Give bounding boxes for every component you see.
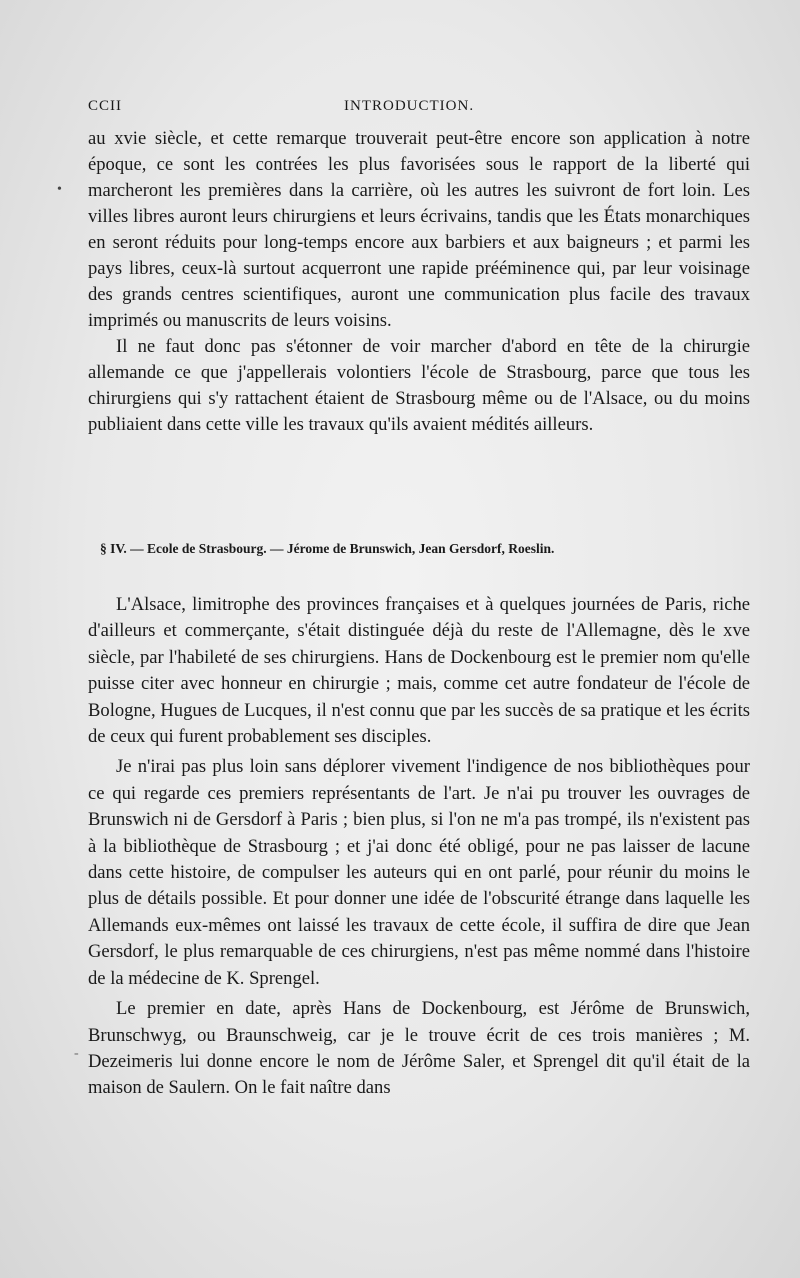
- paragraph: au xvie siècle, et cette remarque trouverait peut-être encore son application à notre époque, ce sont les contrées les plus favorisées sous le rapport de la liberté qui marcheront les premières dans la carrière, où les autres les suivront de fort loin. Les villes libres auront leurs chirurgiens et leurs écrivains, tandis que les États monarchiques en seront réduits pour long-temps encore aux barbiers et aux baigneurs ; et parmi les pays libres, ceux-là surtout acquerront une rapide prééminence qui, par leur voisinage des grands centres scientifiques, auront une communication plus facile des travaux imprimés ou manuscrits de leurs voisins.: [88, 128, 750, 331]
- margin-dash: -: [74, 1046, 79, 1061]
- page-number: CCII: [88, 98, 122, 114]
- paragraph: Je n'irai pas plus loin sans déplorer vivement l'indigence de nos bibliothèques pour ce qui regarde ces premiers représentants de l'art. Je n'ai pu trouver les ouvrages de Brunswich ni de Gersdorf à Paris ; bien plus, si l'on ne m'a pas trompé, ils n'existent pas à la bibliothèque de Strasbourg ; et j'ai donc été obligé, pour ne pas laisser de lacune dans cette histoire, de compulser les auteurs qui en ont parlé, pour réunir du moins le plus de détails possible. Et pour donner une idée de l'obscurité étrange dans laquelle les Allemands eux-mêmes ont laissé les travaux de cette école, il suffira de dire que Jean Gersdorf, le plus remarquable de ces chirurgiens, n'est pas même nommé dans l'histoire de la médecine de K. Sprengel.: [88, 756, 750, 989]
- page-header: [88, 98, 750, 120]
- running-title: INTRODUCTION.: [344, 98, 475, 114]
- text-block-bottom: [88, 592, 750, 1106]
- paragraph: Le premier en date, après Hans de Dockenbourg, est Jérôme de Brunswich, Brunschwyg, ou Braunschweig, car je le trouve écrit de ces trois manières ; M. Dezeimeris lui donne encore le nom de Jérôme Saler, et Sprengel dit qu'il était de la maison de Saulern. On le fait naître dans: [88, 998, 750, 1099]
- paragraph: Il ne faut donc pas s'étonner de voir marcher d'abord en tête de la chirurgie allemande ce que j'appellerais volontiers l'école de Strasbourg, parce que tous les chirurgiens qui s'y rattachent étaient de Strasbourg même ou de l'Alsace, ou du moins publiaient dans cette ville les travaux qu'ils avaient médités ailleurs.: [88, 336, 750, 435]
- margin-mark: •: [57, 182, 62, 197]
- section-heading: § IV. — Ecole de Strasbourg. — Jérome de Brunswich, Jean Gersdorf, Roeslin.: [100, 541, 555, 556]
- paragraph: L'Alsace, limitrophe des provinces françaises et à quelques journées de Paris, riche d'ailleurs et commerçante, s'était distinguée déjà du reste de l'Allemagne, dès le xve siècle, par l'habileté de ses chirurgiens. Hans de Dockenbourg est le premier nom qu'elle puisse citer avec honneur en chirurgie ; mais, comme cet autre fondateur de l'école de Bologne, Hugues de Lucques, il n'est connu que par les succès de sa pratique et les écrits de ceux qui furent probablement ses disciples.: [88, 594, 750, 748]
- text-block-top: [88, 126, 750, 438]
